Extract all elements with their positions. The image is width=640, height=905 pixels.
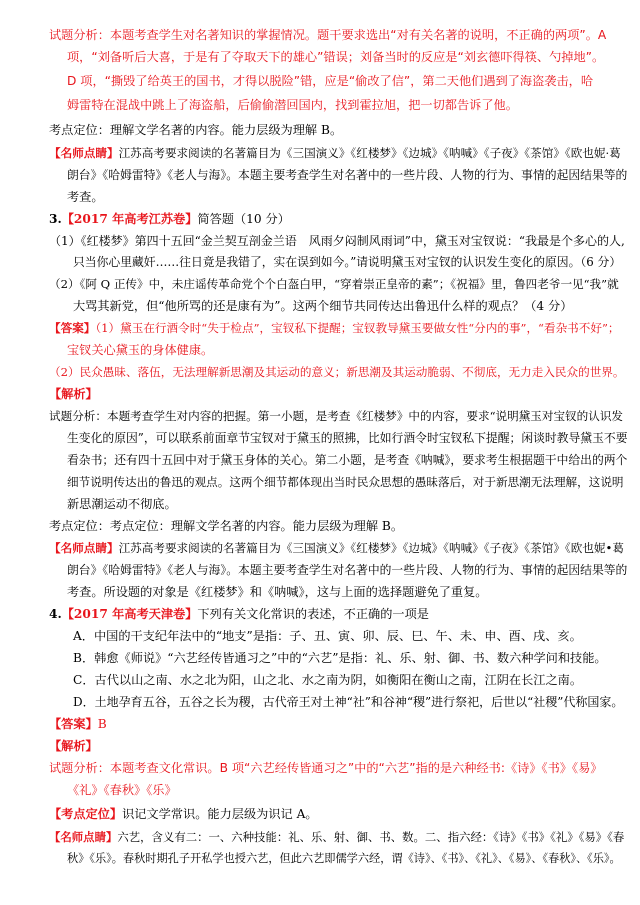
q4-source: 【2017 年高考天津卷】 [61, 607, 198, 621]
q4-stem: 下列有关文化常识的表述，不正确的一项是 [197, 607, 429, 621]
q4-option-b: B．韩愈《师说》“六艺经传皆通习之”中的“六艺”是指：礼、乐、射、御、书、数六种学问和技能。 [73, 651, 607, 665]
q4-answer-value: B [97, 717, 107, 731]
q3-part2-line-2: 大骂其新党，但“他所骂的还是康有为”。这两个细节共同传达出鲁迅什么样的观点？（4 分） [73, 299, 573, 313]
q4-mingshi-line-2: 秋》《乐》。春秋时期孔子开私学也授六艺，但此六艺即儒学六经，谓《诗》、《书》、《礼》、《易》、《春秋》、《乐》。 [67, 852, 621, 865]
q3-answer-line-2: 宝钗关心黛玉的身体健康。 [67, 343, 214, 357]
q4-mingshi-text: 六艺，含义有二：一、六种技能：礼、乐、射、御、书、数。二、指六经：《诗》《书》《礼》《易》《春 [117, 830, 625, 844]
q3-analysis-line-2: 生变化的原因”，可以联系前面章节宝钗对于黛玉的照拂，比如行酒令时宝钗私下提醒；闲谈时教导黛玉不要 [67, 431, 628, 445]
q4-kaodian [49, 806, 318, 822]
q3-analysis-line-1: 试题分析：本题考查学生对内容的把握。第一小题，是考查《红楼梦》中的内容，要求“说明黛玉对宝钗的认识发 [49, 409, 624, 423]
q3-answer-text: （1）黛玉在行酒令时“失于检点”，宝钗私下提醒；宝钗教导黛玉要做女性“分内的事”，“看杂书不好”； [95, 321, 620, 335]
q3-answer-tag: 【答案】 [49, 321, 96, 335]
q3-kaodian: 考点定位：考点定位：理解文学名著的内容。能力层级为理解 B。 [49, 519, 404, 533]
analysis-q2-line-4: 姆雷特在混战中跳上了海盗船，后偷偷潜回国内，找到霍拉旭，把一切都告诉了他。 [67, 98, 518, 112]
q3-source: 【2017 年高考江苏卷】 [61, 212, 198, 226]
q4-mingshi-line-1 [49, 829, 624, 845]
q4-number: 4. [49, 607, 62, 621]
q4-option-d: D．土地孕育五谷，五谷之长为稷，古代帝王对土神“社”和谷神“稷”进行祭祀，后世以“社稷”代称国家。 [73, 695, 624, 709]
q4-analysis-line-1: 试题分析：本题考查文化常识。B 项“六艺经传皆通习之”中的“六艺”指的是六种经书:《诗》《书》《易》 [49, 761, 603, 775]
q3-answer-line-3: （2）民众愚昧、落伍，无法理解新思潮及其运动的意义；新思潮及其运动脆弱、不彻底，无力走入民众的世界。 [49, 365, 625, 379]
q3-analysis-line-5: 新思潮运动不彻底。 [67, 497, 177, 511]
q2-mingshi-line-3: 考查。 [67, 190, 104, 204]
q3-mingshi-line-1 [49, 540, 624, 556]
q4-answer [49, 716, 107, 732]
q3-part1-line-2: 只当你心里藏奸……往日竟是我错了，实在误到如今。”请说明黛玉对宝钗的认识发生变化的原因。（6 分） [73, 255, 622, 269]
mingshi-text: 江苏高考要求阅读的名著篇目为《三国演义》《红楼梦》《边城》《呐喊》《子夜》《茶馆》《欧也妮·葛 [118, 146, 621, 160]
q2-mingshi-line-1 [49, 145, 621, 161]
q3-jiexi-tag: 【解析】 [49, 387, 98, 401]
q3-type: 简答题（10 分） [197, 212, 290, 226]
q4-heading [49, 606, 429, 622]
analysis-q2-line-1: 试题分析：本题考查学生对名著知识的掌握情况。题干要求选出“对有关名著的说明，不正确的两项”。A [49, 28, 607, 42]
analysis-q2-line-3: D 项，“撕毁了给英王的国书，才得以脱险”错，应是“偷改了信”，第二天他们遇到了海盗袭击，哈 [67, 74, 594, 88]
q3-mingshi-line-2: 朗台》《哈姆雷特》《老人与海》。本题主要考查学生对名著中的一些片段、人物的行为、事情的起因结果等的 [67, 563, 628, 577]
q4-jiexi-tag: 【解析】 [49, 739, 98, 753]
q3-answer-line-1 [49, 320, 619, 336]
q3-mingshi-tag: 【名师点睛】 [49, 541, 119, 555]
q3-analysis-line-3: 看杂书；还有四十五回中对于黛玉身体的关心。第二小题，是考查《呐喊》，要求考生根据题干中给出的两个 [67, 453, 628, 467]
q3-heading [49, 211, 290, 227]
q3-number: 3. [49, 212, 62, 226]
q4-kaodian-text: 识记文学常识。能力层级为识记 A。 [122, 807, 318, 821]
q2-mingshi-line-2: 朗台》《哈姆雷特》《老人与海》。本题主要考查学生对名著中的一些片段、人物的行为、事情的起因结果等的 [67, 168, 628, 182]
q3-part1-line-1: （1）《红楼梦》第四十五回“金兰契互剖金兰语 风雨夕闷制风雨词”中，黛玉对宝钗说：“我最是个多心的人, [49, 234, 625, 248]
q4-mingshi-tag: 【名师点睛】 [49, 830, 118, 844]
q4-option-a: A．中国的干支纪年法中的“地支”是指：子、丑、寅、卯、辰、巳、午、未、申、酉、戌、亥。 [73, 629, 582, 643]
mingshi-tag: 【名师点睛】 [49, 146, 119, 160]
q4-option-c: C．古代以山之南、水之北为阳，山之北、水之南为阴，如衡阳在衡山之南，江阴在长江之南。 [73, 673, 583, 687]
q3-part2-line-1: （2）《阿 Q 正传》中，未庄谣传革命党个个白盔白甲，“穿着崇正皇帝的素”；《祝福》里，鲁四老爷一见“我”就 [49, 277, 619, 291]
q4-kaodian-tag: 【考点定位】 [49, 807, 123, 821]
analysis-q2-line-2: 项，“刘备听后大喜，于是有了夺取天下的雄心”错误；刘备当时的反应是“刘玄德吓得筷、勺掉地”。 [67, 50, 605, 64]
q4-answer-tag: 【答案】 [49, 717, 98, 731]
q4-analysis-line-2: 《礼》《春秋》《乐》 [67, 783, 177, 797]
q2-kaodian: 考点定位：理解文学名著的内容。能力层级为理解 B。 [49, 123, 343, 137]
q3-mingshi-line-3: 考查。所设题的对象是《红楼梦》和《呐喊》，这与上面的选择题避免了重复。 [67, 585, 488, 599]
q3-mingshi-text: 江苏高考要求阅读的名著篇目为《三国演义》《红楼梦》《边城》《呐喊》《子夜》《茶馆》《欧也妮•葛 [118, 541, 624, 555]
q3-analysis-line-4: 细节说明传达出的鲁迅的观点。这两个细节都体现出当时民众思想的愚昧落后，对于新思潮无法理解，这说明 [67, 475, 624, 489]
